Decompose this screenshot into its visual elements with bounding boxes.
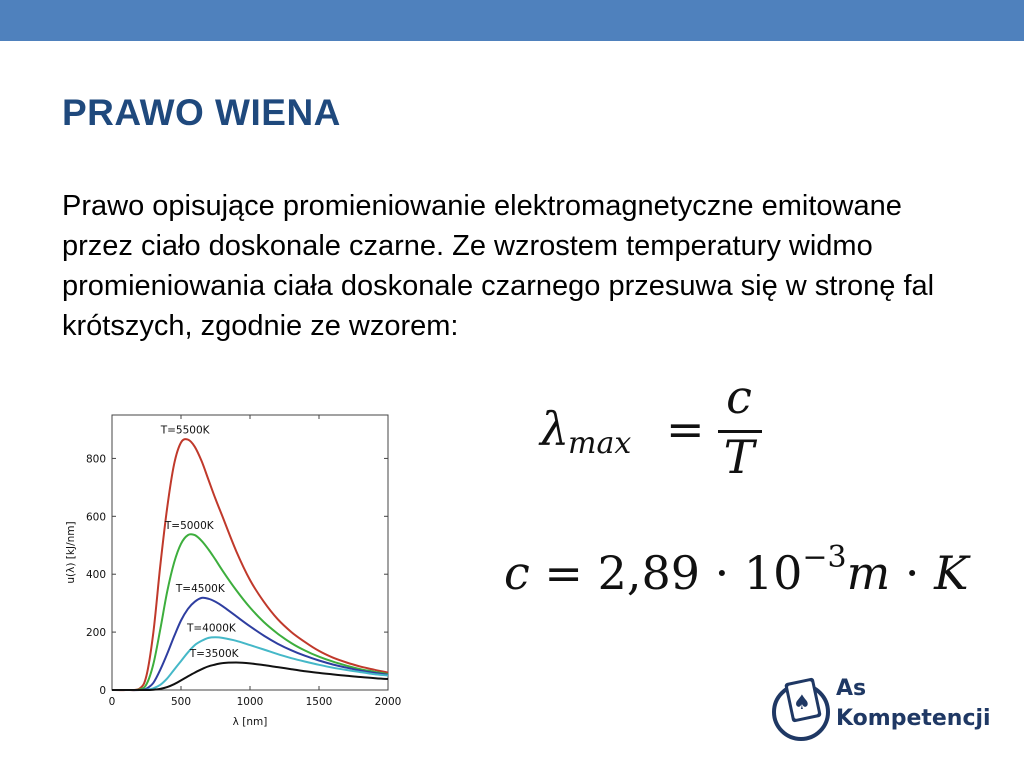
plot-frame — [112, 415, 388, 690]
multiply-dot: · — [904, 546, 920, 600]
logo-text-line1: As — [836, 676, 867, 701]
svg-text:♠: ♠ — [793, 690, 811, 714]
curve-label: T=4500K — [175, 582, 225, 595]
equals-sign: = — [544, 546, 583, 600]
body-text: Prawo opisujące promieniowanie elektromagnetyczne emitowane przez ciało doskonale czarne. Ze wzrostem temperatury widmo promieniowania ciała doskonale czarnego przesuwa się w stronę fal krótszych, zgodnie ze wzorem: — [62, 190, 935, 342]
x-tick-label: 2000 — [374, 696, 402, 708]
slide-title: PRAWO WIENA — [62, 92, 341, 133]
curve-label: T=3500K — [189, 648, 239, 661]
equals-sign: = — [666, 402, 705, 456]
y-tick-label: 800 — [85, 453, 106, 466]
fraction-denominator: T — [723, 430, 755, 484]
y-tick-label: 400 — [85, 569, 106, 582]
constant-formula — [504, 540, 969, 600]
x-tick-label: 0 — [108, 696, 116, 708]
multiply-dot: · — [714, 546, 730, 600]
y-axis-label: u(λ) [kJ/nm] — [65, 521, 77, 584]
logo-text-line2: Kompetencji — [836, 706, 991, 731]
unit-k: K — [934, 546, 969, 600]
curve-t=5500k — [112, 439, 388, 690]
y-tick-label: 600 — [85, 511, 106, 524]
curve-label: T=5500K — [160, 424, 210, 437]
y-tick-label: 0 — [99, 685, 106, 697]
x-tick-label: 500 — [170, 696, 192, 708]
constant-c: c — [504, 546, 530, 600]
constant-base: 10 — [743, 546, 803, 600]
chart-svg — [60, 410, 420, 740]
curve-label: T=4000K — [186, 622, 236, 635]
curve-label: T=5000K — [164, 520, 214, 533]
curves — [112, 439, 388, 690]
blackbody-chart — [60, 410, 420, 740]
curve-labels — [160, 425, 240, 660]
x-tick-label: 1500 — [305, 696, 333, 708]
constant-mantissa: 2,89 — [597, 546, 700, 600]
curve-t=5000k — [112, 534, 388, 690]
y-tick-label: 200 — [85, 627, 106, 640]
max-subscript: max — [568, 426, 632, 461]
header-bar — [0, 0, 1024, 41]
unit-m: m — [846, 546, 891, 600]
wien-formula — [540, 372, 780, 490]
x-axis-label: λ [nm] — [232, 716, 268, 728]
constant-exponent: −3 — [802, 540, 847, 575]
fraction-numerator: c — [726, 370, 752, 424]
x-tick-label: 1000 — [236, 696, 264, 708]
logo — [770, 672, 1010, 752]
lambda-symbol: λ — [540, 402, 570, 456]
spade-card-logo-icon — [770, 672, 832, 744]
